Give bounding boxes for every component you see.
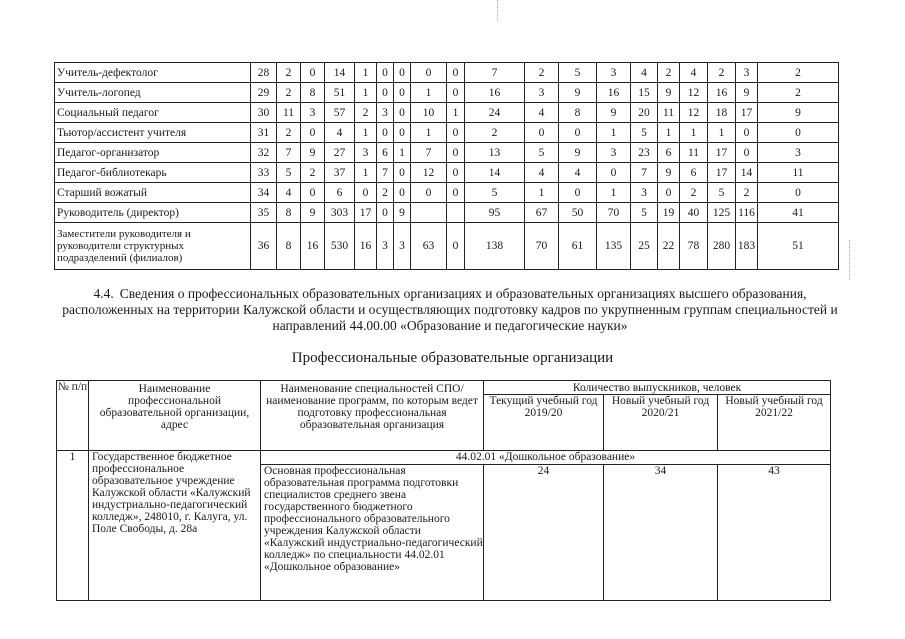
table-cell: 9 [301, 203, 325, 223]
table-cell: 8 [277, 203, 301, 223]
table-cell: 0 [394, 83, 411, 103]
table-cell: 41 [758, 203, 839, 223]
table-cell: 8 [277, 223, 301, 270]
table-cell: 0 [394, 63, 411, 83]
table-cell: 50 [559, 203, 597, 223]
table-cell: 0 [447, 183, 465, 203]
table-cell: 3 [377, 103, 394, 123]
table-cell: 16 [355, 223, 377, 270]
table-cell: 3 [394, 223, 411, 270]
role-name: Педагог-организатор [55, 143, 251, 163]
graduates-2021: 43 [718, 465, 831, 601]
table-cell: 14 [736, 163, 758, 183]
table-cell: 33 [251, 163, 277, 183]
table-cell: 17 [708, 163, 736, 183]
table-cell: 0 [559, 123, 597, 143]
table-cell: 0 [447, 83, 465, 103]
table-cell: 1 [394, 143, 411, 163]
table-cell: 9 [658, 163, 680, 183]
section-subtitle: Профессиональные образовательные организации [291, 350, 614, 366]
graduates-2019: 24 [484, 465, 604, 601]
table-cell: 51 [325, 83, 355, 103]
table-cell: 2 [680, 183, 708, 203]
table-cell: 35 [251, 203, 277, 223]
role-name: Педагог-библиотекарь [55, 163, 251, 183]
scan-artifact [849, 240, 850, 280]
table-cell: 22 [658, 223, 680, 270]
table-cell: 0 [736, 123, 758, 143]
table-cell: 7 [377, 163, 394, 183]
table-cell: 8 [559, 103, 597, 123]
table-cell: 6 [325, 183, 355, 203]
table-row [55, 183, 839, 203]
table-cell: 6 [377, 143, 394, 163]
table-cell [447, 203, 465, 223]
table-cell: 4 [325, 123, 355, 143]
table-cell: 16 [597, 83, 631, 103]
table-cell: 1 [355, 83, 377, 103]
table-cell: 12 [680, 83, 708, 103]
table-cell: 3 [736, 63, 758, 83]
table-cell: 30 [251, 103, 277, 123]
graduates-2020: 34 [604, 465, 718, 601]
table-cell: 28 [251, 63, 277, 83]
table-row [55, 203, 839, 223]
table-cell: 0 [411, 183, 447, 203]
table-cell: 18 [708, 103, 736, 123]
table-cell: 2 [708, 63, 736, 83]
table-cell: 17 [708, 143, 736, 163]
table-cell: 63 [411, 223, 447, 270]
scan-artifact [497, 0, 498, 20]
table-cell: 5 [277, 163, 301, 183]
table-cell: 1 [708, 123, 736, 143]
table-cell: 37 [325, 163, 355, 183]
table-cell: 2 [277, 83, 301, 103]
table-row [55, 103, 839, 123]
table-cell: 11 [680, 143, 708, 163]
header-org-name: Наименование профессиональной образовательной организации, адрес [89, 381, 261, 451]
table-cell: 2 [277, 123, 301, 143]
table-cell: 0 [394, 123, 411, 143]
table-cell: 0 [758, 183, 839, 203]
section-number: 4.4. [93, 286, 114, 301]
role-name: Учитель-логопед [55, 83, 251, 103]
table-cell: 116 [736, 203, 758, 223]
table-cell: 6 [680, 163, 708, 183]
table-cell: 17 [736, 103, 758, 123]
table-cell: 6 [658, 143, 680, 163]
table-cell: 7 [465, 63, 525, 83]
table-cell: 9 [658, 83, 680, 103]
table-row [55, 63, 839, 83]
table-cell: 1 [525, 183, 559, 203]
table-cell: 303 [325, 203, 355, 223]
table-cell: 16 [301, 223, 325, 270]
table-cell: 16 [708, 83, 736, 103]
table-cell: 5 [631, 203, 658, 223]
table-cell: 7 [631, 163, 658, 183]
table-cell: 1 [355, 123, 377, 143]
table-cell: 15 [631, 83, 658, 103]
table-cell: 1 [411, 123, 447, 143]
table-cell: 280 [708, 223, 736, 270]
table-cell: 16 [465, 83, 525, 103]
table-cell: 27 [325, 143, 355, 163]
table-cell: 5 [465, 183, 525, 203]
table-cell: 1 [680, 123, 708, 143]
role-name: Руководитель (директор) [55, 203, 251, 223]
table-cell: 5 [525, 143, 559, 163]
table-cell: 2 [758, 63, 839, 83]
table-cell: 135 [597, 223, 631, 270]
table-cell: 2 [758, 83, 839, 103]
table-cell: 0 [559, 183, 597, 203]
table-cell: 0 [525, 123, 559, 143]
header-year-2021: Новый учебный год 2021/22 [718, 395, 831, 451]
table-cell: 34 [251, 183, 277, 203]
table-row [55, 143, 839, 163]
table-cell: 11 [277, 103, 301, 123]
table-cell: 11 [658, 103, 680, 123]
table-cell: 0 [597, 163, 631, 183]
table-cell: 3 [301, 103, 325, 123]
table-cell: 9 [758, 103, 839, 123]
table-cell: 14 [325, 63, 355, 83]
header-year-2020: Новый учебный год 2020/21 [604, 395, 718, 451]
table-cell: 20 [631, 103, 658, 123]
table-cell: 2 [377, 183, 394, 203]
table-cell: 9 [301, 143, 325, 163]
table-cell: 4 [631, 63, 658, 83]
table-cell: 1 [355, 163, 377, 183]
table-cell: 29 [251, 83, 277, 103]
section-title: Сведения о профессиональных образовательных организациях и образовательных организациях высшего образования, расположенных на территории Калужской области и осуществляющих подготовку кадров по укрупненным группам специальностей и направлений 44.00.00 «Образование и педагогические науки» [62, 286, 838, 333]
table-cell: 23 [631, 143, 658, 163]
table-cell: 0 [447, 223, 465, 270]
table-cell: 2 [658, 63, 680, 83]
role-name: Учитель-дефектолог [55, 63, 251, 83]
table-cell: 0 [301, 183, 325, 203]
table-cell: 11 [758, 163, 839, 183]
table-cell: 0 [377, 203, 394, 223]
role-name: Социальный педагог [55, 103, 251, 123]
header-year-2019: Текущий учебный год 2019/20 [484, 395, 604, 451]
table-cell: 32 [251, 143, 277, 163]
header-number: № п/п [57, 381, 89, 451]
table-cell: 9 [559, 143, 597, 163]
table-cell: 1 [658, 123, 680, 143]
table-cell: 24 [465, 103, 525, 123]
table-cell: 2 [301, 163, 325, 183]
table-cell: 70 [597, 203, 631, 223]
table-cell: 12 [680, 103, 708, 123]
table-cell: 3 [355, 143, 377, 163]
organizations-table [56, 380, 831, 601]
table-cell: 5 [559, 63, 597, 83]
table-row [55, 83, 839, 103]
table-cell: 2 [525, 63, 559, 83]
table-cell: 9 [559, 83, 597, 103]
table-cell: 0 [447, 163, 465, 183]
table-cell: 1 [447, 103, 465, 123]
table-cell: 19 [658, 203, 680, 223]
role-name: Тьютор/ассистент учителя [55, 123, 251, 143]
table-cell: 2 [277, 63, 301, 83]
table-cell: 3 [597, 63, 631, 83]
table-cell: 0 [447, 123, 465, 143]
table-cell: 57 [325, 103, 355, 123]
table-cell: 0 [301, 123, 325, 143]
table-cell: 36 [251, 223, 277, 270]
table-cell: 7 [411, 143, 447, 163]
table-cell: 4 [525, 163, 559, 183]
table-row [57, 451, 831, 465]
table-cell: 0 [394, 163, 411, 183]
table-cell: 0 [447, 63, 465, 83]
table-cell: 2 [355, 103, 377, 123]
table-cell: 1 [411, 83, 447, 103]
table-cell: 9 [736, 83, 758, 103]
table-cell: 9 [597, 103, 631, 123]
section-heading [60, 286, 840, 334]
table-cell: 3 [525, 83, 559, 103]
table-cell: 3 [377, 223, 394, 270]
table-cell: 12 [411, 163, 447, 183]
table-cell: 2 [736, 183, 758, 203]
table-cell: 0 [355, 183, 377, 203]
table-cell: 4 [680, 63, 708, 83]
table-cell: 70 [525, 223, 559, 270]
table-cell: 5 [708, 183, 736, 203]
table-cell: 4 [525, 103, 559, 123]
table-cell: 17 [355, 203, 377, 223]
header-graduates: Количество выпускников, человек [484, 381, 831, 395]
table-cell: 0 [447, 143, 465, 163]
table-cell: 0 [377, 83, 394, 103]
role-name: Старший вожатый [55, 183, 251, 203]
table-cell: 9 [394, 203, 411, 223]
table-cell: 13 [465, 143, 525, 163]
table-cell: 0 [301, 63, 325, 83]
table-cell: 0 [736, 143, 758, 163]
table-cell: 0 [377, 123, 394, 143]
role-name: Заместители руководителя и руководители структурных подразделений (филиалов) [55, 223, 251, 270]
table-cell: 31 [251, 123, 277, 143]
table-cell: 530 [325, 223, 355, 270]
table-cell: 8 [301, 83, 325, 103]
table-cell: 1 [597, 123, 631, 143]
table-cell: 61 [559, 223, 597, 270]
table-cell: 67 [525, 203, 559, 223]
table-cell: 5 [631, 123, 658, 143]
row-number: 1 [57, 451, 89, 601]
program-name: Основная профессиональная образовательная программа подготовки специалистов среднего звена государственного бюджетного профессионального образовательного учреждения Калужской области «Калужский индустриально-педагогический колледж» по специальности 44.02.01 «Дошкольное образование» [261, 465, 484, 601]
table-cell: 125 [708, 203, 736, 223]
table-cell: 25 [631, 223, 658, 270]
table-cell: 0 [758, 123, 839, 143]
table-cell: 0 [658, 183, 680, 203]
table-cell: 1 [355, 63, 377, 83]
table-cell: 1 [597, 183, 631, 203]
table-row [55, 163, 839, 183]
staff-statistics-table [54, 62, 839, 270]
org-name-address: Государственное бюджетное профессиональное образовательное учреждение Калужской области «Калужский индустриально-педагогический колледж», 248010, г. Калуга, ул. Поле Свободы, д. 28а [89, 451, 261, 601]
table-cell: 0 [394, 183, 411, 203]
table-cell: 3 [597, 143, 631, 163]
table-cell: 95 [465, 203, 525, 223]
table-cell: 3 [631, 183, 658, 203]
table-cell: 2 [465, 123, 525, 143]
table-cell: 4 [559, 163, 597, 183]
header-specialty: Наименование специальностей СПО/наименование программ, по которым ведет подготовку профессиональная образовательная организация [261, 381, 484, 451]
table-cell: 14 [465, 163, 525, 183]
table-row [55, 123, 839, 143]
table-cell: 78 [680, 223, 708, 270]
table-cell: 7 [277, 143, 301, 163]
table-cell: 0 [377, 63, 394, 83]
table-cell: 3 [758, 143, 839, 163]
table-cell: 4 [277, 183, 301, 203]
table-cell: 51 [758, 223, 839, 270]
table-cell: 0 [411, 63, 447, 83]
specialty-group: 44.02.01 «Дошкольное образование» [261, 451, 831, 465]
table-cell: 40 [680, 203, 708, 223]
table-cell: 0 [394, 103, 411, 123]
table-cell [411, 203, 447, 223]
table-cell: 183 [736, 223, 758, 270]
table-cell: 10 [411, 103, 447, 123]
table-row [55, 223, 839, 270]
table-cell: 138 [465, 223, 525, 270]
